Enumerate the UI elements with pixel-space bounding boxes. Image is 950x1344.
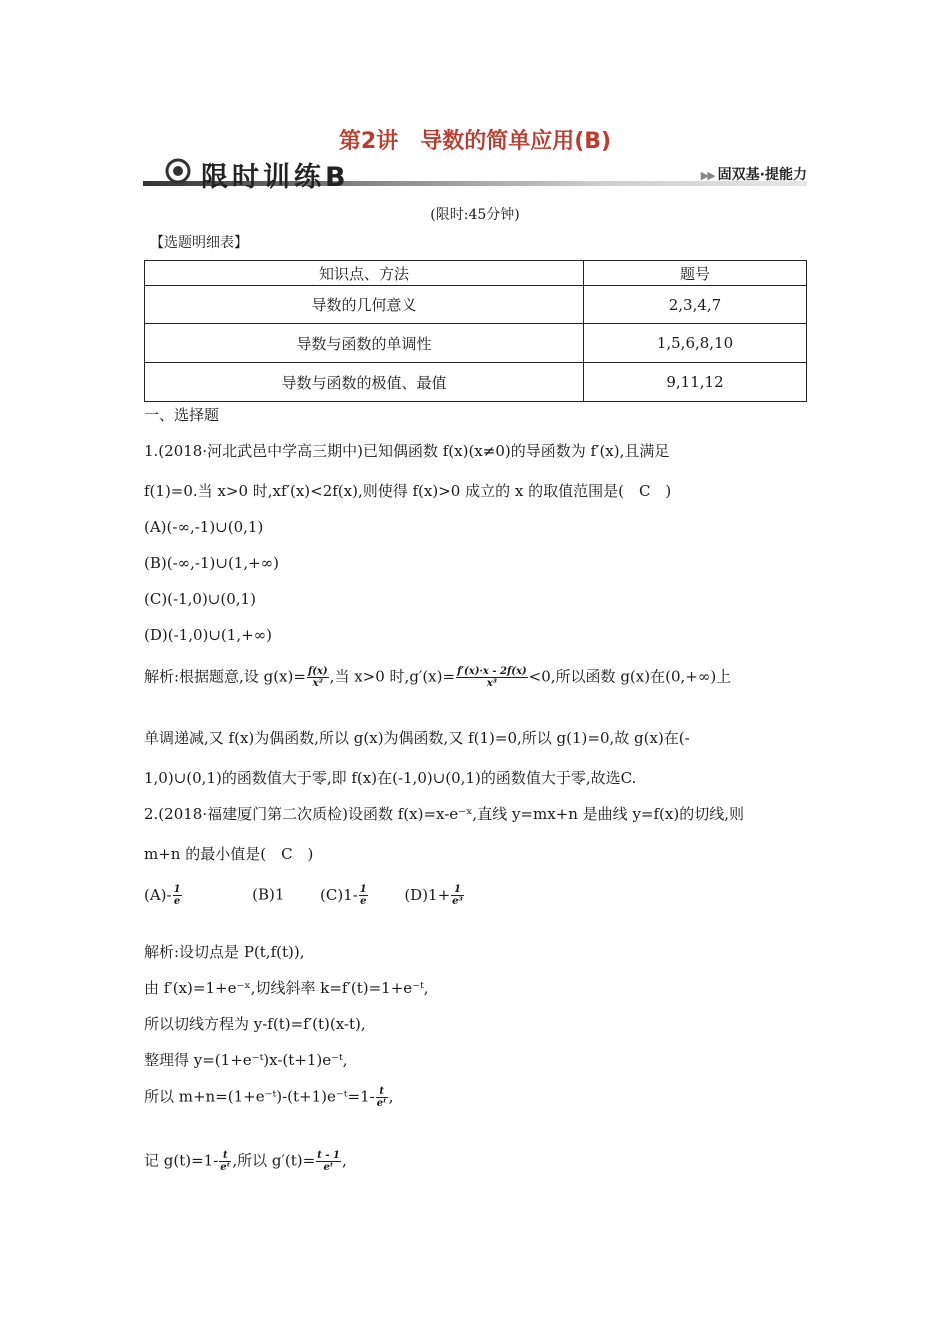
q2-option-a: (A)- $\frac{1}{e}$	[144, 884, 181, 907]
q1-solution-line1: 解析:根据题意,设 g(x)= $\frac{f(x)}{\text{x²}}$ ,当 x>0 时,g′(x)= $\frac{f'(x)\cdot x - 2f(x)}{\text{x³}}$ <0,所以函数 g(x)在(0,+∞)上	[144, 666, 732, 689]
table-header-row	[145, 261, 807, 286]
fraction: $\frac{f'(x)\cdot x - 2f(x)}{\text{x³}}$	[457, 666, 527, 689]
q2-solution-line3: 所以切线方程为 y-f(t)=f′(t)(x-t),	[144, 1015, 366, 1033]
banner-label: 限时训练B	[201, 162, 350, 193]
fraction: $\frac{1}{e}$	[359, 884, 367, 907]
target-icon	[165, 158, 191, 184]
q1-option-a: (A)(-∞,-1)∪(0,1)	[144, 518, 264, 536]
q1-solution-line2: 单调递减,又 f(x)为偶函数,所以 g(x)为偶函数,又 f(1)=0,所以 g(1)=0,故 g(x)在(-	[144, 729, 690, 747]
fraction: $\frac{t}{\text{eᵗ}}$	[376, 1086, 387, 1109]
q1-stem-line1: 1.(2018·河北武邑中学高三期中)已知偶函数 f(x)(x≠0)的导函数为 f′(x),且满足	[144, 442, 670, 460]
table-cell-numbers: 1,5,6,8,10	[584, 324, 807, 363]
page-title: 第2讲 导数的简单应用(B)	[338, 129, 612, 154]
q2-options	[144, 884, 465, 907]
table-cell-topic: 导数的几何意义	[145, 286, 584, 324]
q1-solution-line3: 1,0)∪(0,1)的函数值大于零,即 f(x)在(-1,0)∪(0,1)的函数值大于零,故选C.	[144, 769, 637, 787]
time-limit: (限时:45分钟)	[430, 207, 520, 223]
double-arrow-icon: ▶▶	[700, 169, 714, 182]
q1-stem-line2: f(1)=0.当 x>0 时,xf′(x)<2f(x),则使得 f(x)>0 成立的 x 的取值范围是( C )	[144, 482, 672, 500]
q1-option-b: (B)(-∞,-1)∪(1,+∞)	[144, 554, 280, 572]
fraction: $\frac{t - 1}{\text{eᵗ}}$	[317, 1150, 340, 1173]
table-cell-topic: 导数与函数的单调性	[145, 324, 584, 363]
fraction: $\frac{t}{\text{eᵗ}}$	[220, 1150, 231, 1173]
q2-solution-line2: 由 f′(x)=1+e⁻ˣ,切线斜率 k=f′(t)=1+e⁻ᵗ,	[144, 979, 429, 997]
table-row	[145, 286, 807, 324]
fraction: $\frac{f(x)}{\text{x²}}$	[307, 666, 328, 689]
table-cell-numbers: 9,11,12	[584, 363, 807, 402]
q2-solution-line4: 整理得 y=(1+e⁻ᵗ)x-(t+1)e⁻ᵗ,	[144, 1051, 348, 1069]
q2-option-d: (D)1+ $\frac{1}{\text{e³}}$	[404, 884, 463, 907]
table-row	[145, 363, 807, 402]
q2-solution-line6: 记 g(t)=1- $\frac{t}{\text{eᵗ}}$ ,所以 g′(t)= $\frac{t - 1}{\text{eᵗ}}$ ,	[144, 1150, 347, 1173]
section-heading: 一、选择题	[144, 406, 220, 424]
table-caption: 【选题明细表】	[150, 235, 248, 251]
table-cell-topic: 导数与函数的极值、最值	[145, 363, 584, 402]
q2-solution-line5: 所以 m+n=(1+e⁻ᵗ)-(t+1)e⁻ᵗ=1- $\frac{t}{\text{eᵗ}}$ ,	[144, 1086, 394, 1109]
fraction: $\frac{1}{e}$	[173, 884, 181, 907]
table-header-numbers: 题号	[584, 261, 807, 286]
q1-option-d: (D)(-1,0)∪(1,+∞)	[144, 626, 273, 644]
q2-stem-line2: m+n 的最小值是( C )	[144, 845, 314, 863]
topic-table	[144, 260, 807, 402]
q2-solution-line1: 解析:设切点是 P(t,f(t)),	[144, 943, 305, 961]
table-header-topic: 知识点、方法	[145, 261, 584, 286]
banner-right-label: ▶▶ 固双基·提能力	[700, 167, 807, 183]
q2-stem-line1: 2.(2018·福建厦门第二次质检)设函数 f(x)=x-e⁻ˣ,直线 y=mx+n 是曲线 y=f(x)的切线,则	[144, 805, 744, 823]
table-cell-numbers: 2,3,4,7	[584, 286, 807, 324]
q2-option-c: (C)1- $\frac{1}{e}$	[319, 884, 367, 907]
section-banner	[143, 158, 807, 193]
q2-option-b: (B)1	[252, 885, 285, 904]
fraction: $\frac{1}{\text{e³}}$	[452, 884, 463, 907]
table-row	[145, 324, 807, 363]
q1-option-c: (C)(-1,0)∪(0,1)	[144, 590, 256, 608]
